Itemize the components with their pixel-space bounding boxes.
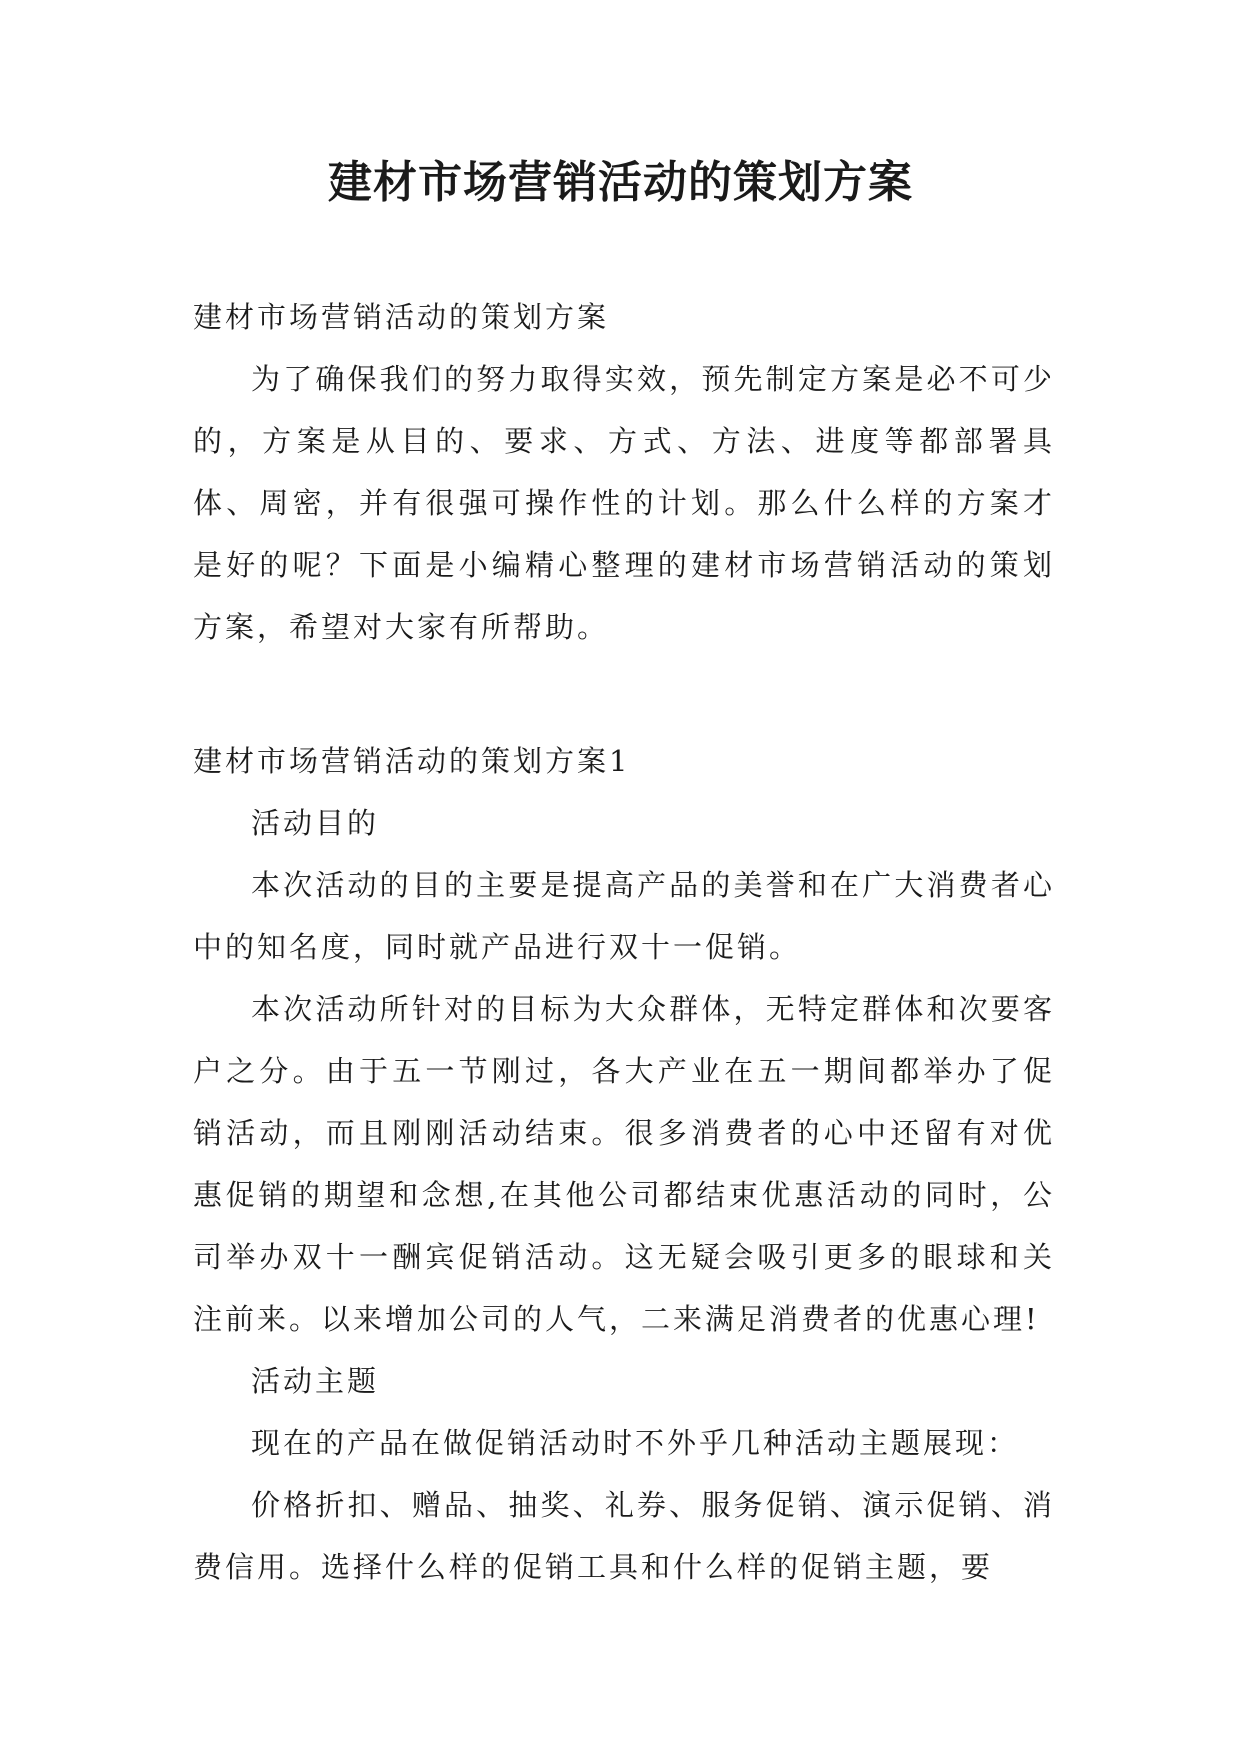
section-heading: 建材市场营销活动的策划方案1	[193, 744, 631, 778]
paragraph-tools: 价格折扣、赠品、抽奖、礼券、服务促销、演示促销、消费信用。选择什么样的促销工具和什么样的促销主题，要	[193, 1488, 1055, 1584]
paragraph-purpose: 本次活动的目的主要是提高产品的美誉和在广大消费者心中的知名度，同时就产品进行双十一促销。	[193, 868, 1055, 964]
paragraph-intro: 为了确保我们的努力取得实效，预先制定方案是必不可少的，方案是从目的、要求、方式、方法、进度等都部署具体、周密，并有很强可操作性的计划。那么什么样的方案才是好的呢？下面是小编精心整理的建材市场营销活动的策划方案，希望对大家有所帮助。	[193, 362, 1055, 644]
document-body	[193, 286, 1055, 1598]
paragraph-theme: 现在的产品在做促销活动时不外乎几种活动主题展现：	[251, 1426, 1020, 1460]
document-title: 建材市场营销活动的策划方案	[328, 157, 913, 208]
paragraph-heading: 建材市场营销活动的策划方案	[193, 300, 610, 334]
subheading-theme: 活动主题	[251, 1364, 380, 1398]
paragraph-target: 本次活动所针对的目标为大众群体，无特定群体和次要客户之分。由于五一节刚过，各大产业在五一期间都举办了促销活动，而且刚刚活动结束。很多消费者的心中还留有对优惠促销的期望和念想,在其他公司都结束优惠活动的同时，公司举办双十一酬宾促销活动。这无疑会吸引更多的眼球和关注前来。以来增加公司的人气，二来满足消费者的优惠心理!	[193, 992, 1055, 1336]
subheading-purpose: 活动目的	[251, 806, 380, 840]
